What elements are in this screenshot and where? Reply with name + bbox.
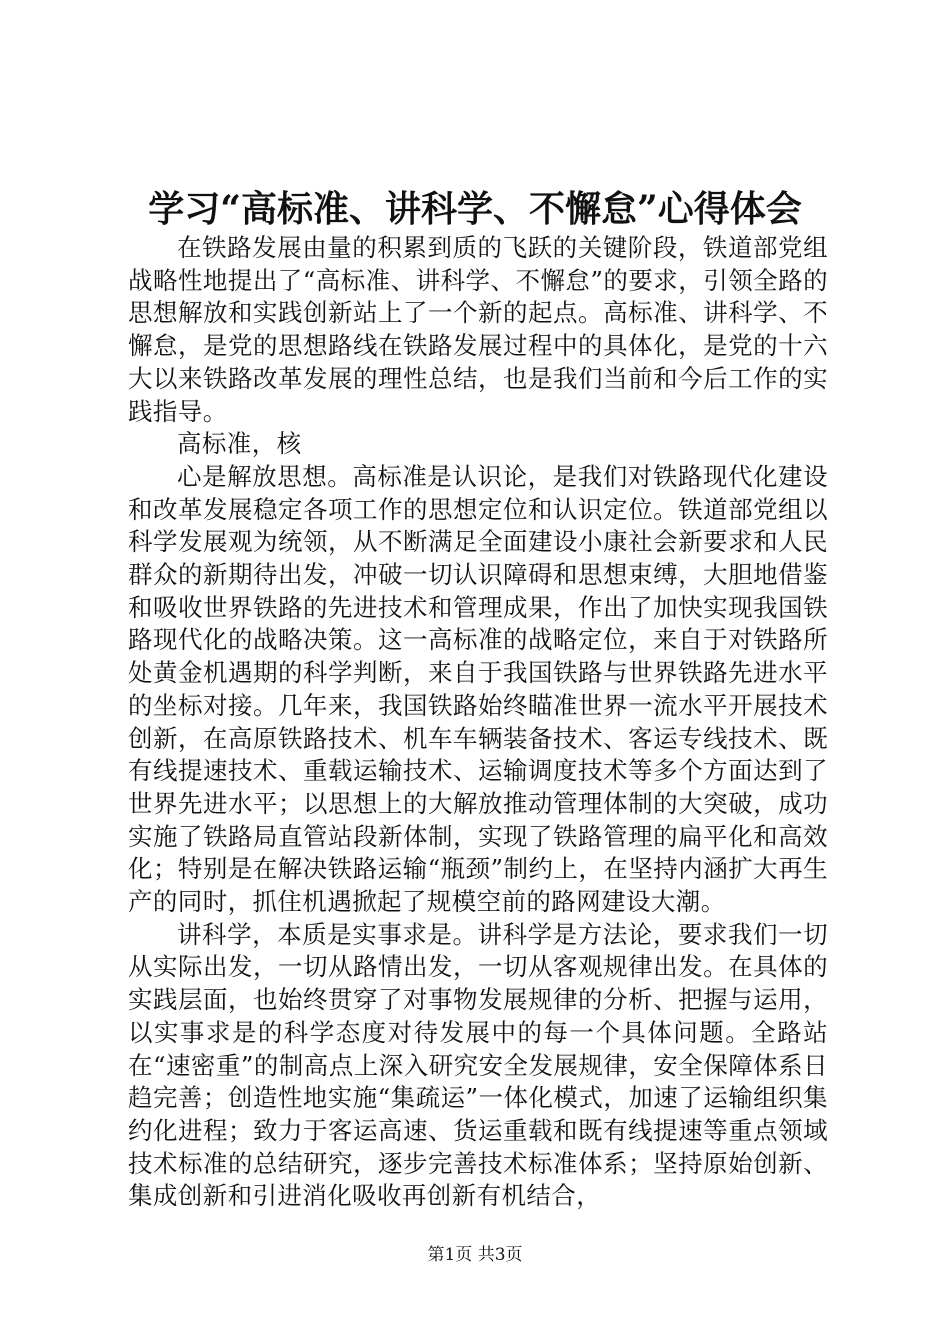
paragraph: 心是解放思想。高标准是认识论，是我们对铁路现代化建设和改革发展稳定各项工作的思想定位和认识定位。铁道部党组以科学发展观为统领，从不断满足全面建设小康社会新要求和人民群众的新期待出发，冲破一切认识障碍和思想束缚，大胆地借鉴和吸收世界铁路的先进技术和管理成果，作出了加快实现我国铁路现代化的战略决策。这一高标准的战略定位，来自于对铁路所处黄金机遇期的科学判断，来自于我国铁路与世界铁路先进水平的坐标对接。几年来，我国铁路始终瞄准世界一流水平开展技术创新，在高原铁路技术、机车车辆装备技术、客运专线技术、既有线提速技术、重载运输技术、运输调度技术等多个方面达到了世界先进水平；以思想上的大解放推动管理体制的大突破，成功实施了铁路局直管站段新体制，实现了铁路管理的扁平化和高效化；特别是在解决铁路运输“瓶颈”制约上，在坚持内涵扩大再生产的同时，抓住机遇掀起了规模空前的路网建设大潮。 [128, 461, 828, 917]
paragraph: 在铁路发展由量的积累到质的飞跃的关键阶段，铁道部党组战略性地提出了“高标准、讲科学、不懈怠”的要求，引领全路的思想解放和实践创新站上了一个新的起点。高标准、讲科学、不懈怠，是党的思想路线在铁路发展过程中的具体化，是党的十六大以来铁路改革发展的理性总结，也是我们当前和今后工作的实践指导。 [128, 233, 828, 426]
paragraph: 高标准，核 [177, 429, 302, 459]
page-footer: 第1页 共3页 [427, 1245, 523, 1265]
page-title: 学习“高标准、讲科学、不懈怠”心得体会 [148, 188, 802, 230]
document-body [128, 232, 828, 1213]
paragraph: 讲科学，本质是实事求是。讲科学是方法论，要求我们一切从实际出发，一切从路情出发，一切从客观规律出发。在具体的实践层面，也始终贯穿了对事物发展规律的分析、把握与运用，以实事求是的科学态度对待发展中的每一个具体问题。全路站在“速密重”的制高点上深入研究安全发展规律，安全保障体系日趋完善；创造性地实施“集疏运”一体化模式，加速了运输组织集约化进程；致力于客运高速、货运重载和既有线提速等重点领域技术标准的总结研究，逐步完善技术标准体系；坚持原始创新、集成创新和引进消化吸收再创新有机结合， [128, 919, 828, 1211]
